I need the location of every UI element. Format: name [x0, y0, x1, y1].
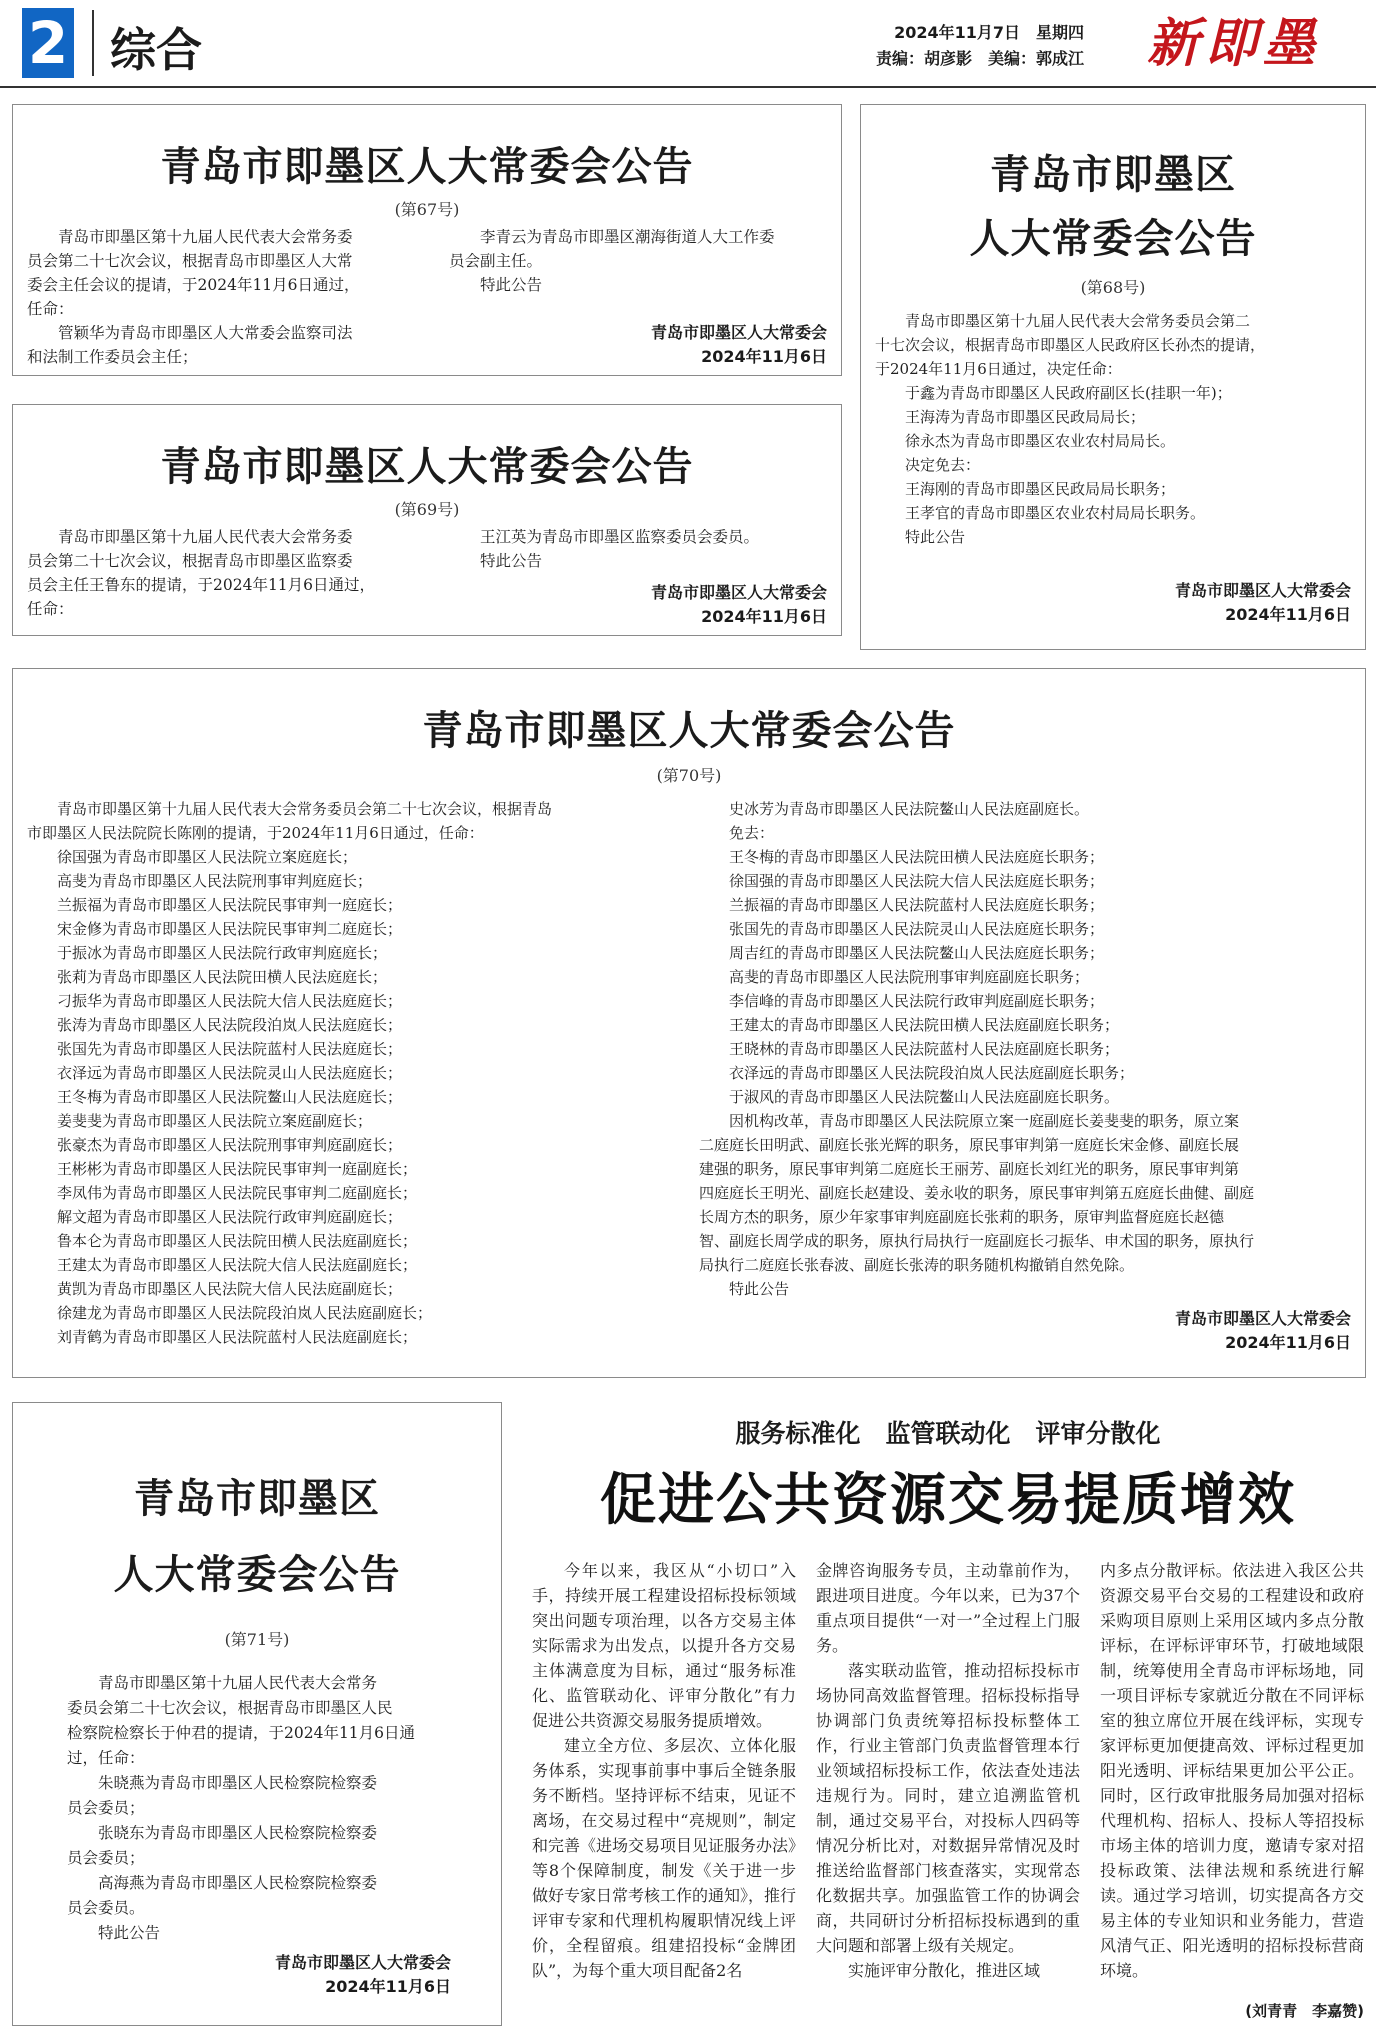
- notice-title-line1: 青岛市即墨区: [134, 1476, 380, 1522]
- signed-date: 2024年11月6日: [701, 607, 827, 626]
- text-line: 任命：: [27, 600, 74, 618]
- text-line: 二庭庭长田明武、副庭长张光辉的职务，原民事审判第一庭庭长宋金修、副庭长展: [699, 1136, 1240, 1154]
- notice-body-left: [27, 797, 697, 1349]
- text-line: 特此公告: [480, 552, 543, 570]
- text-line: 史冰芳为青岛市即墨区人民法院鳌山人民法庭副庭长。: [729, 800, 1090, 818]
- notice-signature: [1175, 579, 1351, 627]
- article-headline: 促进公共资源交易提质增效: [600, 1468, 1296, 1533]
- notice-signature: [275, 1951, 451, 1999]
- text-line: 张莉为青岛市即墨区人民法院田横人民法庭庭长；: [57, 968, 388, 986]
- notice-number: (第67号): [394, 200, 460, 219]
- text-line: 和法制工作委员会主任；: [27, 348, 198, 366]
- text-line: 衣泽远为青岛市即墨区人民法院灵山人民法庭庭长；: [57, 1064, 403, 1082]
- notice-number: (第70号): [656, 766, 722, 785]
- text-line: 特此公告: [98, 1924, 161, 1942]
- signed-date: 2024年11月6日: [1225, 605, 1351, 624]
- notice-number: (第71号): [224, 1630, 290, 1649]
- text-line: 过，任命：: [67, 1749, 145, 1767]
- notice-67: [12, 104, 842, 376]
- signed-date: 2024年11月6日: [701, 347, 827, 366]
- text-line: 徐建龙为青岛市即墨区人民法院段泊岚人民法庭副庭长；: [57, 1304, 433, 1322]
- text-line: 特此公告: [729, 1280, 790, 1298]
- text-line: 员会第二十七次会议，根据青岛市即墨区监察委: [27, 552, 353, 570]
- notice-69: [12, 404, 842, 636]
- notice-68: [860, 104, 1366, 650]
- signed-date: 2024年11月6日: [1225, 1333, 1351, 1352]
- text-line: 因机构改革，青岛市即墨区人民法院原立案一庭副庭长姜斐斐的职务，原立案: [729, 1112, 1240, 1130]
- text-line: 黄凯为青岛市即墨区人民法院大信人民法庭副庭长；: [57, 1280, 403, 1298]
- page-number: 2: [22, 8, 74, 78]
- text-line: 王晓林的青岛市即墨区人民法院蓝村人民法庭副庭长职务；: [729, 1040, 1120, 1058]
- text-line: 刁振华为青岛市即墨区人民法院大信人民法庭庭长；: [57, 992, 403, 1010]
- notice-title: 青岛市即墨区人大常委会公告: [160, 444, 694, 490]
- article-column-3: [1100, 1558, 1364, 1998]
- notice-number: (第69号): [394, 500, 460, 519]
- text-line: 张晓东为青岛市即墨区人民检察院检察委: [98, 1824, 378, 1842]
- article-kicker: 服务标准化 监管联动化 评审分散化: [735, 1419, 1161, 1448]
- text-line: 青岛市即墨区第十九届人民代表大会常务委: [58, 228, 353, 246]
- news-article: [530, 1404, 1366, 2026]
- text-line: 员会副主任。: [449, 252, 543, 270]
- text-line: 王海涛为青岛市即墨区民政局局长；: [905, 408, 1146, 426]
- paragraph: 内多点分散评标。依法进入我区公共资源交易平台交易的工程建设和政府采购项目原则上采用区域内多点分散评标，在评标评审环节，打破地域限制，统筹使用全青岛市评标场地，同一项目评标专家就近分散在不同评标室的独立席位开展在线评标，实现专家评标更加便捷高效、评标过程更加阳光透明、评标结果更加公平公正。同时，区行政审批服务局加强对招标代理机构、招标人、投标人等招投标市场主体的培训力度，邀请专家对招投标政策、法律法规和系统进行解读。通过学习培训，切实提高各方交易主体的专业知识和业务能力，营造风清气正、阳光透明的招标投标营商环境。: [1100, 1561, 1364, 1980]
- paragraph: 实施评审分散化，推进区域: [848, 1961, 1041, 1980]
- text-line: 王建太的青岛市即墨区人民法院田横人民法庭副庭长职务；: [729, 1016, 1120, 1034]
- paragraph: 建立全方位、多层次、立体化服务体系，实现事前事中事后全链条服务不断档。坚持评标不结束，见证不离场，在交易过程中“亮规则”，制定和完善《进场交易项目见证服务办法》等8个保障制度，制发《关于进一步做好专家日常考核工作的通知》，推行评审专家和代理机构履职情况线上评价，全程留痕。组建招投标“金牌团队”，为每个重大项目配备2名: [532, 1736, 796, 1980]
- text-line: 李信峰的青岛市即墨区人民法院行政审判庭副庭长职务；: [729, 992, 1105, 1010]
- text-line: 王建太为青岛市即墨区人民法院大信人民法庭副庭长；: [57, 1256, 418, 1274]
- text-line: 高海燕为青岛市即墨区人民检察院检察委: [98, 1874, 378, 1892]
- notice-body-left: [27, 525, 447, 621]
- text-line: 特此公告: [480, 276, 543, 294]
- signer: 青岛市即墨区人大常委会: [650, 583, 827, 602]
- text-line: 李凤伟为青岛市即墨区人民法院民事审判二庭副庭长；: [57, 1184, 418, 1202]
- text-line: 姜斐斐为青岛市即墨区人民法院立案庭副庭长；: [57, 1112, 373, 1130]
- notice-body-right: [449, 525, 839, 573]
- paragraph: 金牌咨询服务专员，主动靠前作为，跟进项目进度。今年以来，已为37个重点项目提供“一对一”全过程上门服务。: [816, 1561, 1080, 1655]
- text-line: 于振冰为青岛市即墨区人民法院行政审判庭庭长；: [57, 944, 388, 962]
- text-line: 李青云为青岛市即墨区潮海街道人大工作委: [480, 228, 775, 246]
- text-line: 兰振福的青岛市即墨区人民法院蓝村人民法庭庭长职务；: [729, 896, 1105, 914]
- newspaper-logo: 新即墨: [1146, 13, 1321, 74]
- text-line: 张国先的青岛市即墨区人民法院灵山人民法庭庭长职务；: [729, 920, 1105, 938]
- article-column-2: [816, 1558, 1080, 2026]
- text-line: 兰振福为青岛市即墨区人民法院民事审判一庭庭长；: [57, 896, 403, 914]
- paragraph: 落实联动监管，推动招标投标市场协同高效监督管理。招标投标指导协调部门负责统筹招标投标整体工作，行业主管部门负责监督管理本行业领域招标投标工作，依法查处违法违规行为。同时，建立追溯监管机制，通过交易平台，对投标人四码等情况分析比对，对数据异常情况及时推送给监督部门核查落实，实现常态化数据共享。加强监管工作的协调会商，共同研讨分析招标投标遇到的重大问题和部署上级有关规定。: [816, 1661, 1080, 1955]
- text-line: 于鑫为青岛市即墨区人民政府副区长(挂职一年)；: [905, 384, 1232, 402]
- text-line: 智、副庭长周学成的职务，原执行局执行一庭副庭长刁振华、申术国的职务，原执行: [699, 1232, 1255, 1250]
- text-line: 四庭庭长王明光、副庭长赵建设、姜永收的职务，原民事审判第五庭庭长曲健、副庭: [699, 1184, 1255, 1202]
- text-line: 青岛市即墨区第十九届人民代表大会常务委: [58, 528, 353, 546]
- text-line: 长周方杰的职务，原少年家事审判庭副庭长张莉的职务，原审判监督庭庭长赵德: [699, 1208, 1225, 1226]
- text-line: 员会主任王鲁东的提请，于2024年11月6日通过，: [27, 576, 376, 594]
- text-line: 青岛市即墨区第十九届人民代表大会常务: [98, 1674, 378, 1692]
- signer: 青岛市即墨区人大常委会: [1174, 1309, 1351, 1328]
- header-divider: [92, 10, 94, 76]
- text-line: 员会委员；: [67, 1849, 145, 1867]
- text-line: 朱晓燕为青岛市即墨区人民检察院检察委: [98, 1774, 378, 1792]
- text-line: 高斐为青岛市即墨区人民法院刑事审判庭庭长；: [57, 872, 373, 890]
- paragraph: 今年以来，我区从“小切口”入手，持续开展工程建设招标投标领域突出问题专项治理，以各方交易主体实际需求为出发点，以提升各方交易主体满意度为目标，通过“服务标准化、监管联动化、评审分散化”有力促进公共资源交易服务提质增效。: [532, 1561, 796, 1730]
- notice-body-right: [699, 797, 1355, 1301]
- notice-71: [12, 1402, 502, 2026]
- text-line: 徐国强为青岛市即墨区人民法院立案庭庭长；: [57, 848, 358, 866]
- notice-body: [67, 1671, 477, 1946]
- article-byline: (刘青青 李嘉赞): [1245, 2002, 1364, 2020]
- signed-date: 2024年11月6日: [325, 1977, 451, 1996]
- notice-signature: [1175, 1307, 1351, 1355]
- text-line: 免去：: [729, 824, 775, 842]
- text-line: 检察院检察长于仲君的提请，于2024年11月6日通: [67, 1724, 416, 1742]
- text-line: 宋金修为青岛市即墨区人民法院民事审判二庭庭长；: [57, 920, 403, 938]
- text-line: 张国先为青岛市即墨区人民法院蓝村人民法庭庭长；: [57, 1040, 403, 1058]
- text-line: 王冬梅为青岛市即墨区人民法院鳌山人民法庭庭长；: [57, 1088, 403, 1106]
- text-line: 管颖华为青岛市即墨区人大常委会监察司法: [58, 324, 353, 342]
- text-line: 张豪杰为青岛市即墨区人民法院刑事审判庭副庭长；: [57, 1136, 403, 1154]
- signer: 青岛市即墨区人大常委会: [1174, 581, 1351, 600]
- text-line: 衣泽远的青岛市即墨区人民法院段泊岚人民法庭副庭长职务；: [729, 1064, 1135, 1082]
- notice-body: [875, 309, 1355, 549]
- text-line: 青岛市即墨区第十九届人民代表大会常务委员会第二: [905, 312, 1251, 330]
- text-line: 市即墨区人民法院院长陈刚的提请，于2024年11月6日通过，任命：: [27, 824, 484, 842]
- text-line: 刘青鹤为青岛市即墨区人民法院蓝村人民法庭副庭长；: [57, 1328, 418, 1346]
- text-line: 鲁本仑为青岛市即墨区人民法院田横人民法庭副庭长；: [57, 1232, 418, 1250]
- notice-title: 青岛市即墨区人大常委会公告: [422, 708, 956, 754]
- text-line: 解文超为青岛市即墨区人民法院行政审判庭副庭长；: [57, 1208, 403, 1226]
- text-line: 王冬梅的青岛市即墨区人民法院田横人民法庭庭长职务；: [729, 848, 1105, 866]
- notice-body-left: [27, 225, 447, 369]
- notice-signature: [651, 581, 827, 629]
- text-line: 于淑风的青岛市即墨区人民法院鳌山人民法庭副庭长职务。: [729, 1088, 1120, 1106]
- text-line: 局执行二庭庭长张春波、副庭长张涛的职务随机构撤销自然免除。: [699, 1256, 1135, 1274]
- text-line: 特此公告: [905, 528, 966, 546]
- text-line: 张涛为青岛市即墨区人民法院段泊岚人民法庭庭长；: [57, 1016, 403, 1034]
- text-line: 青岛市即墨区第十九届人民代表大会常务委员会第二十七次会议，根据青岛: [57, 800, 553, 818]
- notice-body-right: [449, 225, 839, 297]
- issue-date: 2024年11月7日 星期四: [894, 23, 1084, 42]
- text-line: 员会委员。: [67, 1899, 145, 1917]
- text-line: 徐永杰为青岛市即墨区农业农村局局长。: [905, 432, 1176, 450]
- text-line: 王彬彬为青岛市即墨区人民法院民事审判一庭副庭长；: [57, 1160, 418, 1178]
- notice-title-line1: 青岛市即墨区: [990, 152, 1236, 198]
- text-line: 任命：: [27, 300, 74, 318]
- text-line: 委员会第二十七次会议，根据青岛市即墨区人民: [67, 1699, 393, 1717]
- text-line: 王孝官的青岛市即墨区农业农村局局长职务。: [905, 504, 1206, 522]
- notice-title: 青岛市即墨区人大常委会公告: [160, 144, 694, 190]
- signer: 青岛市即墨区人大常委会: [650, 323, 827, 342]
- signer: 青岛市即墨区人大常委会: [274, 1953, 451, 1972]
- editors: 责编：胡彦影 美编：郭成江: [875, 49, 1084, 68]
- text-line: 十七次会议，根据青岛市即墨区人民政府区长孙杰的提请，: [875, 336, 1266, 354]
- text-line: 决定免去：: [905, 456, 981, 474]
- notice-title-line2: 人大常委会公告: [113, 1552, 401, 1598]
- text-line: 于2024年11月6日通过，决定任命：: [875, 360, 1122, 378]
- text-line: 王海刚的青岛市即墨区民政局局长职务；: [905, 480, 1176, 498]
- section-title: 综合: [110, 23, 202, 77]
- text-line: 委会主任会议的提请，于2024年11月6日通过，: [27, 276, 360, 294]
- text-line: 周吉红的青岛市即墨区人民法院鳌山人民法庭庭长职务；: [729, 944, 1105, 962]
- text-line: 王江英为青岛市即墨区监察委员会委员。: [480, 528, 760, 546]
- text-line: 高斐的青岛市即墨区人民法院刑事审判庭副庭长职务；: [729, 968, 1090, 986]
- notice-70: [12, 668, 1366, 1378]
- article-column-1: [532, 1558, 796, 2026]
- notice-signature: [651, 321, 827, 369]
- notice-number: (第68号): [1080, 278, 1146, 297]
- text-line: 徐国强的青岛市即墨区人民法院大信人民法庭庭长职务；: [729, 872, 1105, 890]
- notice-title-line2: 人大常委会公告: [969, 216, 1257, 262]
- text-line: 员会委员；: [67, 1799, 145, 1817]
- header-rule: [0, 86, 1376, 88]
- text-line: 建强的职务，原民事审判第二庭庭长王丽芳、副庭长刘红光的职务，原民事审判第: [699, 1160, 1240, 1178]
- text-line: 员会第二十七次会议，根据青岛市即墨区人大常: [27, 252, 353, 270]
